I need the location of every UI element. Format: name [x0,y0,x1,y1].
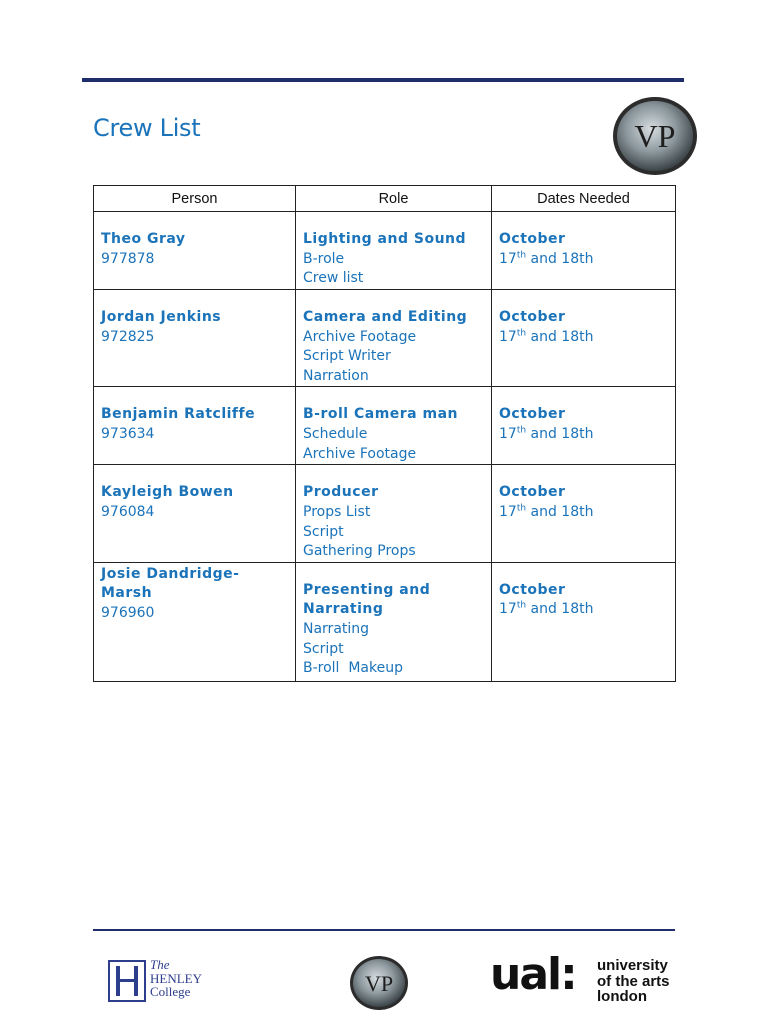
crew-table [93,185,676,682]
table-row [94,290,676,387]
role-cell [296,562,492,681]
person-name: Josie Dandridge- [101,565,240,582]
dates-days: 17th and 18th [499,327,594,345]
role-item: Archive Footage [303,328,417,345]
ual-mark: ual: [490,949,576,1000]
ual-logo [490,949,676,1007]
person-cell [94,465,296,562]
person-name: Kayleigh Bowen [101,484,234,501]
role-item: Script Writer [303,348,391,365]
person-cell [94,562,296,681]
role-title: Lighting and Sound [303,231,467,247]
role-item: Script [303,523,344,540]
bottom-rule [93,929,675,931]
role-item: Archive Footage [303,445,417,462]
henley-college-logo [108,958,208,1004]
role-item: Crew list [303,270,364,287]
page-title: Crew List [93,114,201,142]
table-row [94,465,676,562]
role-item: Props List [303,503,371,520]
role-item: B-roll Makeup [303,660,403,677]
header-role: Role [296,186,492,212]
table-row [94,562,676,681]
dates-days: 17th and 18th [499,425,594,442]
dates-days: 17th and 18th [499,503,594,520]
person-cell [94,387,296,465]
role-item: Gathering Props [303,543,416,560]
role-title: Camera and Editing [303,309,468,325]
dates-month: October [499,484,566,501]
role-cell [296,387,492,465]
dates-cell [492,387,676,465]
dates-month: October [499,231,566,247]
vp-logo [611,95,699,177]
vp-logo-footer-text: VP [364,971,394,996]
role-item: Narrating [303,620,370,637]
role-item: Script [303,640,344,657]
person-id: 972825 [101,328,155,345]
vp-logo-text: VP [634,118,676,154]
person-id: 973634 [101,425,155,442]
table-row [94,212,676,290]
table-header-row [94,186,676,212]
person-name: Jordan Jenkins [101,309,222,325]
role-cell [296,212,492,290]
role-item: Schedule [303,425,368,442]
henley-text: The HENLEY College [150,957,202,999]
person-id: 976084 [101,503,155,520]
role-title: Producer [303,484,379,501]
dates-month: October [499,309,566,325]
role-cell [296,290,492,387]
dates-month: October [499,581,566,598]
role-title: B-roll Camera man [303,406,459,423]
person-cell [94,290,296,387]
role-title: Presenting and [303,581,431,598]
dates-cell [492,465,676,562]
role-title: Narrating [303,601,384,618]
top-rule [82,78,684,82]
person-name: Theo Gray [101,231,186,247]
header-person: Person [94,186,296,212]
table-row [94,387,676,465]
dates-cell [492,562,676,681]
header-dates: Dates Needed [492,186,676,212]
person-name: Benjamin Ratcliffe [101,406,256,423]
dates-month: October [499,406,566,423]
ual-text: university of the arts london [597,957,670,1005]
role-item: Narration [303,367,369,384]
role-item: B-role [303,250,345,267]
vp-logo-footer [349,955,409,1011]
person-id: 976960 [101,604,155,621]
henley-h-icon [108,960,146,1002]
role-cell [296,465,492,562]
dates-days: 17th and 18th [499,249,594,267]
dates-cell [492,212,676,290]
person-cell [94,212,296,290]
person-name: Marsh [101,585,153,602]
dates-days: 17th and 18th [499,600,594,618]
dates-cell [492,290,676,387]
person-id: 977878 [101,250,155,267]
